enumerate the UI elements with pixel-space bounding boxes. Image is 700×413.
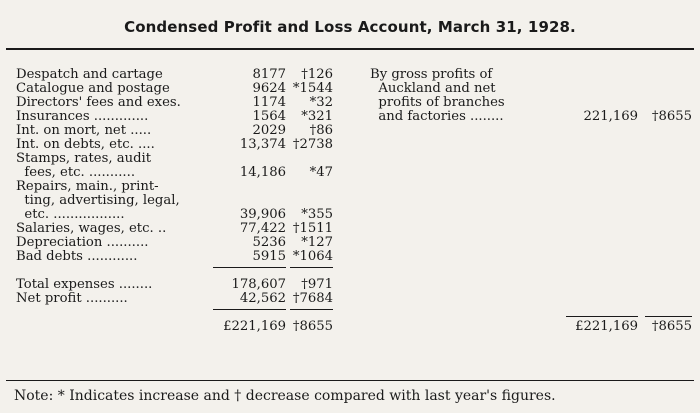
debit-row	[16, 68, 333, 82]
total-row	[16, 292, 333, 306]
line-label: Depreciation ..........	[16, 235, 149, 250]
line-label: Int. on mort, net .....	[16, 123, 152, 138]
change-value: †2738	[292, 137, 333, 152]
line-label: Total expenses ........	[16, 277, 153, 292]
change-value: †7684	[292, 291, 333, 306]
change-value: †8655	[651, 109, 692, 124]
bottom-rule	[6, 380, 694, 381]
sum-rule	[290, 267, 333, 268]
amount-value: 1174	[252, 95, 286, 110]
change-value: †1511	[292, 221, 333, 236]
amount-value: 5915	[252, 249, 286, 264]
change-value: *127	[301, 235, 333, 250]
line-label: ting, advertising, legal,	[16, 193, 180, 208]
amount-value: 42,562	[239, 291, 286, 306]
debit-row	[16, 96, 333, 110]
change-value: †8655	[651, 319, 692, 334]
change-value: †8655	[292, 319, 333, 334]
change-value: *355	[301, 207, 333, 222]
sum-rule	[213, 309, 286, 310]
line-label: Stamps, rates, audit	[16, 151, 152, 166]
debit-row	[16, 222, 333, 236]
line-label: profits of branches	[370, 95, 505, 110]
amount-value: £221,169	[223, 319, 286, 334]
amount-value: 8177	[252, 67, 286, 82]
line-label: Directors' fees and exes.	[16, 95, 181, 110]
amount-value: 9624	[252, 81, 286, 96]
line-label: By gross profits of	[370, 67, 493, 82]
amount-value: 14,186	[239, 165, 286, 180]
page-title: Condensed Profit and Loss Account, March 31, 1928.	[124, 18, 576, 36]
line-label: Catalogue and postage	[16, 81, 170, 96]
line-label: Int. on debts, etc. ....	[16, 137, 155, 152]
line-label: fees, etc. ...........	[16, 165, 136, 180]
debit-row	[16, 82, 333, 96]
credit-row	[370, 82, 692, 96]
amount-value: 221,169	[583, 109, 638, 124]
debit-row	[16, 138, 333, 152]
debit-row	[16, 250, 333, 264]
sum-rule	[213, 267, 286, 268]
line-label: and factories ........	[370, 109, 504, 124]
credit-row	[370, 96, 692, 110]
credit-grand-total	[370, 320, 692, 334]
amount-value: 77,422	[239, 221, 286, 236]
amount-value: 39,906	[239, 207, 286, 222]
amount-value: 178,607	[231, 277, 286, 292]
change-value: *32	[309, 95, 333, 110]
amount-value: 13,374	[239, 137, 286, 152]
sum-rule	[566, 316, 638, 317]
sum-rule	[290, 309, 333, 310]
total-row	[16, 278, 333, 292]
change-value: †126	[301, 67, 333, 82]
line-label: Auckland and net	[370, 81, 496, 96]
change-value: *1064	[292, 249, 333, 264]
line-label: Repairs, main., print-	[16, 179, 159, 194]
debit-row	[16, 194, 333, 208]
credit-row	[370, 110, 692, 124]
credit-row	[370, 68, 692, 82]
change-value: *321	[301, 109, 333, 124]
amount-value: 5236	[252, 235, 286, 250]
change-value: *47	[309, 165, 333, 180]
line-label: etc. .................	[16, 207, 125, 222]
line-label: Salaries, wages, etc. ..	[16, 221, 167, 236]
line-label: Net profit ..........	[16, 291, 128, 306]
change-value: †971	[301, 277, 333, 292]
debit-row	[16, 236, 333, 250]
debit-row	[16, 124, 333, 138]
change-value: *1544	[292, 81, 333, 96]
sum-rule	[645, 316, 692, 317]
debit-row	[16, 208, 333, 222]
footnote: Note: * Indicates increase and † decrease compared with last year's figures.	[14, 388, 556, 404]
debit-row	[16, 110, 333, 124]
line-label: Despatch and cartage	[16, 67, 163, 82]
debit-grand-total	[16, 320, 333, 334]
top-rule	[6, 48, 694, 50]
debit-row	[16, 152, 333, 166]
line-label: Insurances .............	[16, 109, 149, 124]
line-label: Bad debts ............	[16, 249, 138, 264]
debit-row	[16, 166, 333, 180]
amount-value: £221,169	[575, 319, 638, 334]
amount-value: 1564	[252, 109, 286, 124]
change-value: †86	[309, 123, 333, 138]
amount-value: 2029	[252, 123, 286, 138]
debit-row	[16, 180, 333, 194]
